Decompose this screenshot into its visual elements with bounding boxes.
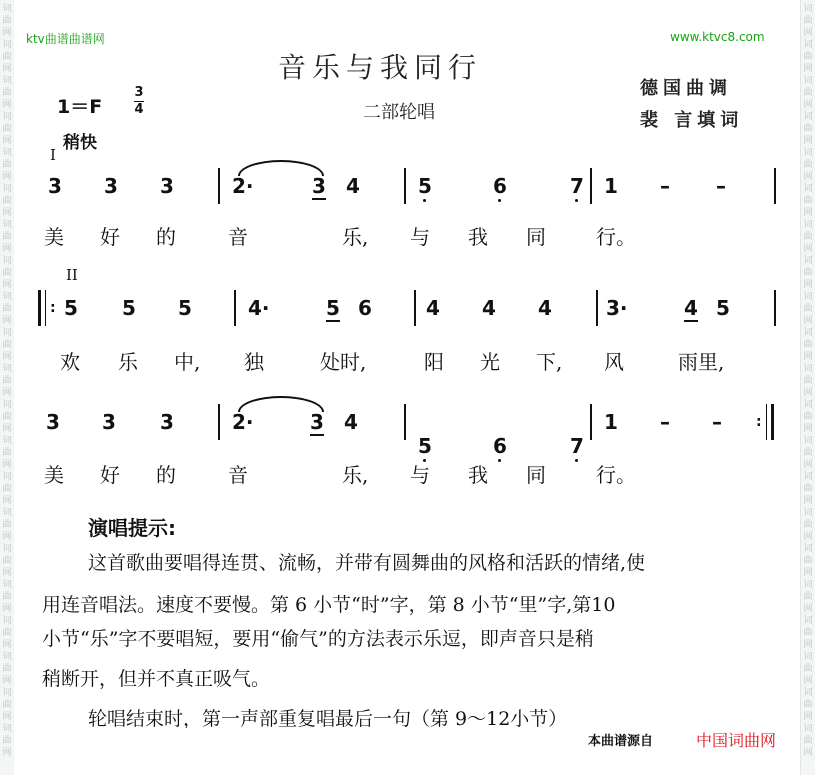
note: 2· [232,174,254,198]
side-watermark-char: 网 [2,28,12,38]
bar-line [218,168,220,204]
side-watermark-char: 网 [803,352,813,362]
side-watermark-char: 网 [803,424,813,434]
note: 4· [248,296,270,320]
side-watermark-char: 词 [2,40,12,50]
side-watermark-char: 词 [803,400,813,410]
side-watermark-char: 网 [2,64,12,74]
note: 5 [716,296,730,320]
repeat-end-thick [771,404,774,440]
side-watermark-char: 网 [2,604,12,614]
repeat-dots: : [50,300,56,316]
lyric: 乐, [342,463,369,487]
repeat-end-thin [766,404,767,440]
note: 5 [122,296,136,320]
side-watermark-char: 网 [2,136,12,146]
bar-line [596,290,598,326]
side-watermark-char: 网 [2,352,12,362]
side-watermark-char: 网 [2,460,12,470]
lyric: 风 [604,350,624,374]
lyric: 下, [536,350,563,374]
side-watermark-char: 词 [2,220,12,230]
lyric: 光 [480,350,500,374]
bar-line [590,168,592,204]
side-watermark-char: 曲 [2,484,12,494]
note: 5 [326,296,340,320]
side-watermark-char: 词 [803,76,813,86]
lyric: 好 [100,225,120,249]
dash: – [712,410,722,434]
side-watermark-char: 网 [803,676,813,686]
side-watermark-char: 曲 [2,448,12,458]
side-watermark-char: 网 [2,280,12,290]
side-watermark-char: 曲 [2,88,12,98]
repeat-dots: : [756,414,762,430]
lyric: 我 [468,225,488,249]
side-watermark-char: 词 [2,148,12,158]
lyric: 美 [44,225,64,249]
bar-line [404,168,406,204]
note: 3 [102,410,116,434]
side-watermark-char: 曲 [2,124,12,134]
side-watermark-char: 曲 [803,520,813,530]
side-watermark-char: 曲 [803,124,813,134]
bar-line [590,404,592,440]
side-watermark-char: 曲 [803,16,813,26]
side-watermark-char: 网 [2,244,12,254]
side-watermark-char: 词 [2,184,12,194]
note: 7 [570,174,584,198]
note: 5 [64,296,78,320]
side-watermark-char: 曲 [2,628,12,638]
bar-line [234,290,236,326]
tips-line-4: 稍断开，但并不真正吸气。 [42,668,271,690]
note: 1 [604,174,618,198]
side-watermark-char: 曲 [803,412,813,422]
repeat-start-thin [45,290,46,326]
side-watermark-char: 曲 [2,520,12,530]
side-watermark-char: 网 [803,640,813,650]
note: 4 [538,296,552,320]
side-watermark-char: 词 [803,184,813,194]
side-watermark-char: 词 [2,580,12,590]
side-watermark-char: 曲 [803,268,813,278]
side-watermark-char: 网 [803,460,813,470]
side-watermark-char: 曲 [803,556,813,566]
dash: – [660,410,670,434]
side-watermark-char: 曲 [2,664,12,674]
footer-source: 本曲谱源自 [588,734,654,749]
side-watermark-char: 网 [2,388,12,398]
side-watermark-char: 词 [2,472,12,482]
lyric: 雨里, [678,350,725,374]
note: 4 [426,296,440,320]
tips-heading: 演唱提示: [88,516,176,540]
lyric: 乐, [342,225,369,249]
note: 3 [312,174,326,198]
time-sig-bottom: 4 [134,102,144,117]
left-watermark-strip [0,0,14,775]
repeat-start-thick [38,290,41,326]
note: 3 [104,174,118,198]
side-watermark-char: 网 [2,496,12,506]
side-watermark-char: 词 [803,688,813,698]
side-watermark-char: 词 [803,364,813,374]
side-watermark-char: 词 [803,292,813,302]
key-signature: 1＝F [57,96,103,118]
side-watermark-char: 网 [803,208,813,218]
side-watermark-char: 词 [803,436,813,446]
note: 7 [570,434,584,458]
side-watermark-char: 词 [2,652,12,662]
side-watermark-char: 网 [803,172,813,182]
side-watermark-char: 词 [803,508,813,518]
lyric: 独 [244,350,264,374]
side-watermark-char: 网 [803,280,813,290]
song-title: 音乐与我同行 [278,51,483,84]
side-watermark-char: 曲 [803,736,813,746]
note: 5 [418,174,432,198]
side-watermark-char: 网 [2,568,12,578]
lyric: 音 [228,225,248,249]
side-watermark-char: 词 [803,544,813,554]
side-watermark-char: 曲 [803,196,813,206]
lyric: 欢 [60,350,80,374]
side-watermark-char: 曲 [2,412,12,422]
lyric: 的 [156,225,176,249]
side-watermark-char: 曲 [2,268,12,278]
side-watermark-char: 网 [803,388,813,398]
side-watermark-char: 曲 [2,592,12,602]
side-watermark-char: 曲 [2,304,12,314]
side-watermark-char: 网 [803,496,813,506]
side-watermark-char: 词 [2,688,12,698]
note: 4 [346,174,360,198]
time-signature [134,86,144,117]
side-watermark-char: 曲 [803,52,813,62]
side-watermark-char: 网 [803,136,813,146]
side-watermark-char: 词 [803,4,813,14]
note: 2· [232,410,254,434]
side-watermark-char: 网 [2,100,12,110]
side-watermark-char: 网 [803,244,813,254]
tips-paragraph-2: 轮唱结束时，第一声部重复唱最后一句（第 9～12小节） [88,708,568,728]
side-watermark-char: 词 [2,256,12,266]
side-watermark-char: 曲 [803,700,813,710]
side-watermark-char: 曲 [2,16,12,26]
side-watermark-char: 词 [803,724,813,734]
tempo-marking: 稍快 [63,133,97,153]
side-watermark-char: 词 [2,436,12,446]
watermark-right: www.ktvc8.com [670,30,765,44]
side-watermark-char: 曲 [2,376,12,386]
side-watermark-char: 网 [2,172,12,182]
side-watermark-char: 词 [2,400,12,410]
lyric: 美 [44,463,64,487]
note: 4 [482,296,496,320]
side-watermark-char: 网 [803,64,813,74]
bar-line [774,168,776,204]
side-watermark-char: 词 [803,148,813,158]
side-watermark-char: 网 [2,640,12,650]
side-watermark-char: 曲 [2,700,12,710]
right-watermark-strip [800,0,815,775]
side-watermark-char: 词 [2,724,12,734]
side-watermark-char: 网 [803,28,813,38]
note: 3 [48,174,62,198]
lyric: 中, [174,350,201,374]
side-watermark-char: 词 [803,580,813,590]
lyricist-credit: 裴 言填词 [640,110,744,131]
lyric: 音 [228,463,248,487]
side-watermark-char: 网 [2,748,12,758]
part-one-label: I [50,146,56,164]
side-watermark-char: 曲 [2,736,12,746]
side-watermark-char: 曲 [803,664,813,674]
side-watermark-char: 网 [2,676,12,686]
tips-line-1: 这首歌曲要唱得连贯、流畅，并带有圆舞曲的风格和活跃的情绪,使 [88,552,646,574]
side-watermark-char: 网 [803,712,813,722]
side-watermark-char: 词 [803,328,813,338]
composer-credit: 德国曲调 [640,78,732,99]
side-watermark-char: 曲 [803,304,813,314]
side-watermark-char: 词 [803,220,813,230]
lyric: 行。 [596,225,636,249]
side-watermark-char: 曲 [803,232,813,242]
side-watermark-char: 词 [803,112,813,122]
side-watermark-char: 曲 [803,340,813,350]
note: 4 [344,410,358,434]
note: 6 [493,174,507,198]
lyric: 处时, [320,350,367,374]
side-watermark-char: 网 [2,712,12,722]
performance-mode: 二部轮唱 [363,102,435,123]
note: 4 [684,296,698,320]
side-watermark-char: 词 [2,508,12,518]
side-watermark-char: 词 [2,112,12,122]
lyric: 我 [468,463,488,487]
side-watermark-char: 曲 [2,556,12,566]
side-watermark-char: 词 [803,616,813,626]
side-watermark-char: 词 [2,328,12,338]
note: 6 [493,434,507,458]
side-watermark-char: 网 [2,424,12,434]
side-watermark-char: 曲 [803,88,813,98]
lyric: 同 [526,463,546,487]
dash: – [716,174,726,198]
bar-line [218,404,220,440]
lyric: 行。 [596,463,636,487]
side-watermark-char: 网 [803,532,813,542]
lyric: 同 [526,225,546,249]
note: 3 [160,174,174,198]
side-watermark-char: 网 [803,568,813,578]
side-watermark-char: 词 [2,76,12,86]
note: 3 [46,410,60,434]
side-watermark-char: 词 [2,292,12,302]
dash: – [660,174,670,198]
lyric: 的 [156,463,176,487]
note: 1 [604,410,618,434]
side-watermark-char: 曲 [803,484,813,494]
note: 3 [310,410,324,434]
side-watermark-char: 词 [2,364,12,374]
tips-line-2: 用连音唱法。速度不要慢。第 6 小节“时”字，第 8 小节“里”字,第10 [42,594,616,616]
tips-line-3: 小节“乐”字不要唱短，要用“偷气”的方法表示乐逗，即声音只是稍 [42,628,594,650]
side-watermark-char: 曲 [803,448,813,458]
side-watermark-char: 词 [803,40,813,50]
lyric: 与 [410,463,430,487]
side-watermark-char: 网 [803,316,813,326]
side-watermark-char: 曲 [803,628,813,638]
side-watermark-char: 曲 [2,160,12,170]
note: 6 [358,296,372,320]
side-watermark-char: 网 [803,100,813,110]
side-watermark-char: 曲 [2,196,12,206]
note: 3 [160,410,174,434]
footer-site-link[interactable]: 中国词曲网 [696,731,777,750]
side-watermark-char: 词 [2,544,12,554]
side-watermark-char: 网 [803,604,813,614]
side-watermark-char: 曲 [803,592,813,602]
side-watermark-char: 词 [803,652,813,662]
side-watermark-char: 曲 [2,340,12,350]
side-watermark-char: 词 [803,472,813,482]
side-watermark-char: 词 [803,256,813,266]
side-watermark-char: 曲 [2,232,12,242]
bar-line [414,290,416,326]
part-two-label: II [66,266,78,284]
note: 3· [606,296,628,320]
time-sig-top: 3 [134,85,144,100]
watermark-left: ktv曲谱曲谱网 [26,32,105,46]
lyric: 阳 [424,350,444,374]
side-watermark-char: 网 [803,748,813,758]
lyric: 乐 [118,350,138,374]
side-watermark-char: 网 [2,208,12,218]
side-watermark-char: 曲 [803,376,813,386]
side-watermark-char: 词 [2,616,12,626]
side-watermark-char: 网 [2,316,12,326]
side-watermark-char: 曲 [803,160,813,170]
bar-line [774,290,776,326]
side-watermark-char: 曲 [2,52,12,62]
bar-line [404,404,406,440]
lyric: 好 [100,463,120,487]
note: 5 [418,434,432,458]
note: 5 [178,296,192,320]
side-watermark-char: 词 [2,4,12,14]
side-watermark-char: 网 [2,532,12,542]
lyric: 与 [410,225,430,249]
